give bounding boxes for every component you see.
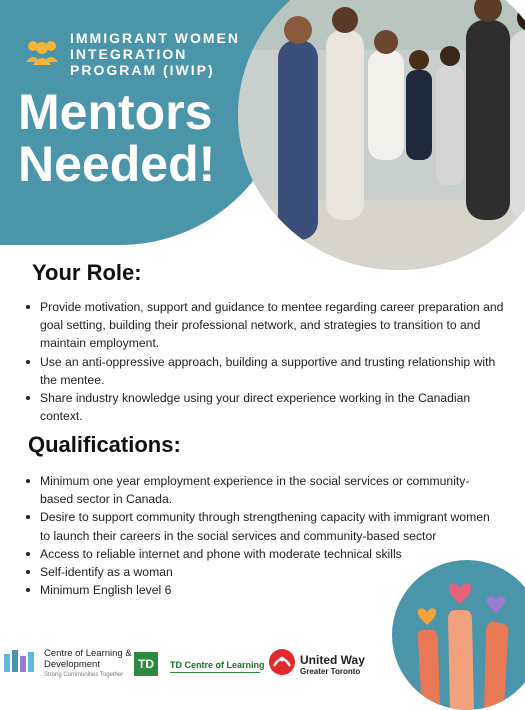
- program-name: IMMIGRANT WOMEN INTEGRATION PROGRAM (IWIP): [70, 30, 240, 78]
- headline: Mentors Needed!: [18, 84, 216, 192]
- group-people-icon: [24, 38, 60, 66]
- united-way-name: United Way: [300, 653, 365, 667]
- list-item: Share industry knowledge using your direct experience working in the Canadian context.: [24, 389, 512, 425]
- cld-name: Centre of Learning & Development: [44, 648, 132, 670]
- raised-hands-illustration: [392, 560, 525, 710]
- list-item: Self-identify as a woman: [24, 563, 494, 581]
- list-item: Minimum one year employment experience in the social services or community-based sector in Canada.: [24, 472, 494, 508]
- list-item: Desire to support community through strengthening capacity with immigrant women to launch their careers in the social services and community-based sector: [24, 508, 494, 544]
- list-item: Minimum English level 6: [24, 581, 494, 599]
- united-way-region: Greater Toronto: [300, 667, 361, 676]
- role-list: [24, 298, 512, 425]
- list-item: Provide motivation, support and guidance to mentee regarding career preparation and goal setting, building their professional network, and strategies to transition to and maintain employment.: [24, 298, 512, 353]
- cld-logo-text: [44, 648, 144, 681]
- united-way-text: [300, 654, 365, 678]
- group-photo: [238, 0, 525, 270]
- qualifications-heading: Qualifications:: [28, 432, 181, 457]
- list-item: Access to reliable internet and phone with moderate technical skills: [24, 545, 494, 563]
- td-logo: TD: [134, 652, 158, 676]
- united-way-logo-icon: [268, 648, 296, 676]
- cld-tagline: Strong Communities Together: [44, 672, 124, 678]
- td-underline: [170, 672, 260, 673]
- role-heading: Your Role:: [32, 260, 142, 285]
- list-item: Use an anti-oppressive approach, building a supportive and trusting relationship with the mentee.: [24, 353, 512, 389]
- td-centre-name: TD Centre of Learning: [170, 660, 265, 670]
- cld-logo-icon: [4, 650, 38, 672]
